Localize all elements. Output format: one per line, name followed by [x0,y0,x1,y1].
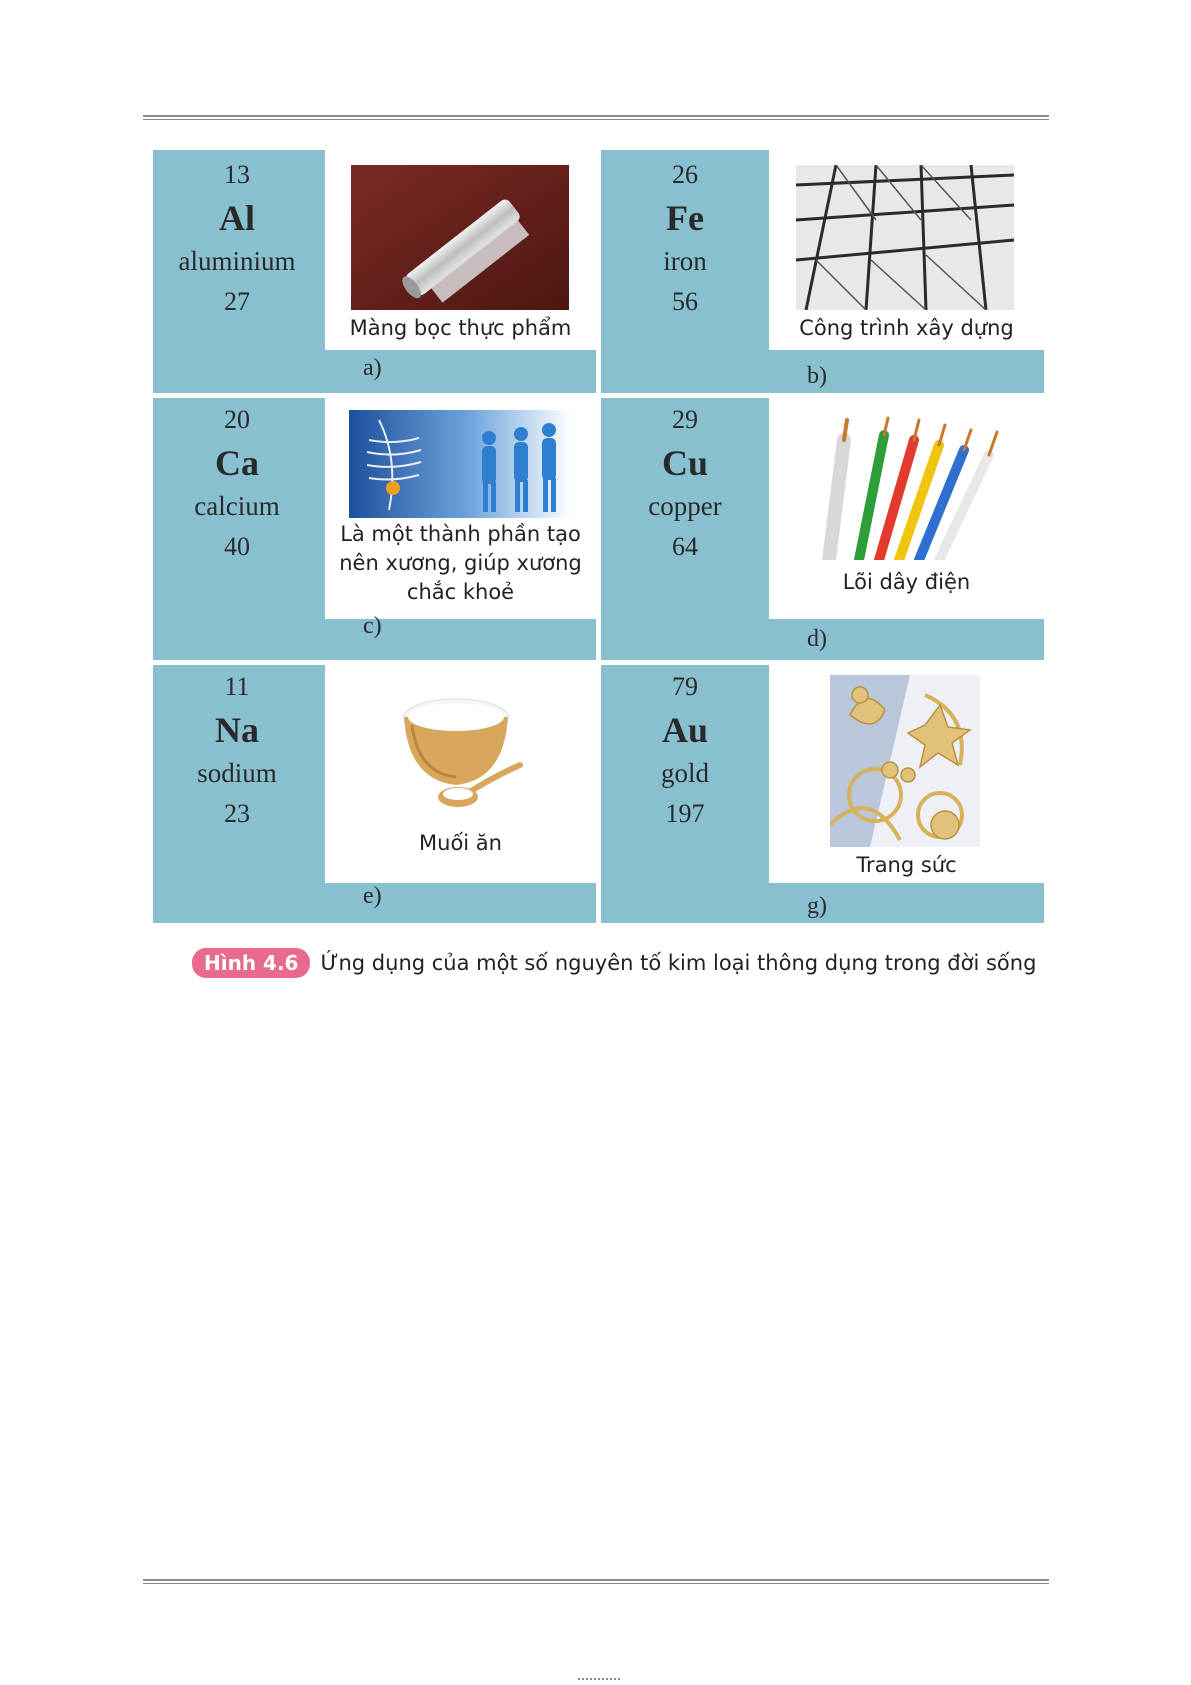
element-name: copper [648,491,722,521]
atomic-number: 29 [672,405,698,434]
element-name: gold [660,758,709,788]
copper-wires-photo [789,410,1019,560]
panel-caption: Màng bọc thực phẩm [349,316,572,340]
figure-label-badge: Hình 4.6 [192,948,310,978]
page-footer-mark [578,1678,620,1684]
panel-sodium [153,665,596,923]
element-card-al [153,155,321,323]
panel-letter: c) [363,613,382,639]
figure-caption-text: Ứng dụng của một số nguyên tố kim loại thông dụng trong đời sống [320,951,1037,975]
caption-line: nên xương, giúp xương [339,551,582,575]
element-name: iron [663,246,707,276]
atomic-number: 13 [224,160,250,189]
atomic-number: 20 [224,405,250,434]
skeleton-bones-photo [349,410,571,518]
atomic-number: 79 [672,672,698,701]
panel-caption: Lõi dây điện [842,570,971,594]
atomic-mass: 27 [224,287,250,316]
element-name: sodium [197,758,277,788]
aluminium-foil-photo [351,165,569,310]
panel-letter: g) [807,893,827,919]
element-name: calcium [194,491,280,521]
panel-gold [601,665,1044,923]
panel-copper [601,398,1044,660]
panel-letter: b) [807,363,827,389]
element-card-ca [153,400,321,568]
caption-line: Là một thành phần tạo [340,522,581,546]
panel-letter: e) [363,883,382,909]
element-symbol: Ca [215,443,259,483]
steel-structure-photo [796,165,1014,310]
panel-caption: Muối ăn [419,831,502,855]
atomic-mass: 64 [672,532,698,561]
atomic-mass: 40 [224,532,250,561]
salt-bowl-photo [398,685,528,815]
figure-4-6 [153,150,1044,923]
panel-iron [601,150,1044,393]
atomic-mass: 197 [665,799,705,828]
panel-aluminium [153,150,596,393]
element-symbol: Cu [661,443,709,483]
element-card-fe [601,155,769,323]
panel-caption-multiline [325,520,596,607]
panel-calcium [153,398,596,660]
element-card-au [601,667,769,835]
element-symbol: Al [219,198,255,238]
element-symbol: Fe [666,198,704,238]
element-symbol: Au [661,710,709,750]
element-name: aluminium [178,246,296,276]
atomic-mass: 56 [672,287,698,316]
figure-caption [192,946,1036,980]
gold-jewelry-photo [830,675,980,847]
panel-letter: a) [363,355,382,381]
caption-line: chắc khoẻ [406,580,515,604]
element-card-cu [601,400,769,568]
atomic-mass: 23 [224,799,250,828]
footer-rule [143,1579,1049,1581]
panel-caption: Trang sức [856,853,957,877]
atomic-number: 11 [224,672,250,701]
element-symbol: Na [215,710,259,750]
atomic-number: 26 [672,160,698,189]
element-card-na [153,667,321,835]
header-rule [143,115,1049,117]
panel-caption: Công trình xây dựng [799,316,1014,340]
panel-letter: d) [807,626,827,652]
